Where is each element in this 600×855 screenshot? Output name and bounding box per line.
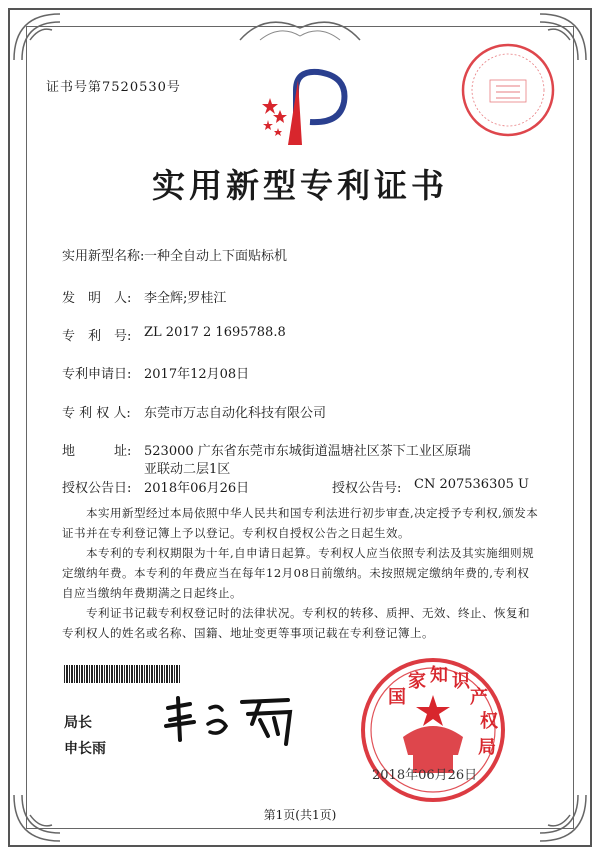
svg-text:权: 权	[480, 711, 498, 731]
director-title: 局长	[64, 715, 92, 731]
svg-text:国: 国	[388, 687, 406, 707]
svg-text:局: 局	[478, 737, 496, 757]
field-row-grant-date	[62, 477, 529, 496]
field-label: 专 利 权 人:	[62, 406, 131, 421]
svg-text:知: 知	[430, 665, 448, 685]
field-value: CN 207536305 U	[414, 477, 529, 492]
field-row-address	[62, 440, 471, 477]
field-value: 东莞市万志自动化科技有限公司	[144, 406, 327, 421]
handwritten-signature	[160, 690, 300, 750]
paragraph: 本专利的专利权期限为十年,自申请日起算。专利权人应当依照专利法及其实施细则规定缴纳年费。本专利的年费应当在每年12月08日前缴纳。未按照规定缴纳年费的,专利权自应当缴纳年费期满之日起终止。	[62, 546, 535, 600]
paragraph: 本实用新型经过本局依照中华人民共和国专利法进行初步审查,决定授予专利权,颁发本证书并在专利登记簿上予以登记。专利权自授权公告之日起生效。	[62, 506, 539, 540]
top-seal-stamp-icon	[458, 40, 558, 140]
field-row-patentee	[62, 402, 327, 421]
field-label: 授权公告日:	[62, 481, 132, 496]
field-value-line2: 亚联动二层1区	[144, 462, 231, 477]
svg-text:产: 产	[470, 687, 488, 707]
paragraph: 专利证书记载专利权登记时的法律状况。专利权的转移、质押、无效、终止、恢复和专利权人的姓名或名称、国籍、地址变更等事项记载在专利登记簿上。	[62, 606, 530, 640]
svg-text:家: 家	[408, 671, 426, 691]
field-value: 一种全自动上下面贴标机	[144, 249, 288, 264]
field-label: 授权公告号:	[332, 481, 402, 496]
director-name: 申长雨	[64, 741, 106, 757]
field-label: 发 明 人:	[62, 291, 132, 306]
page-title: 实用新型专利证书	[152, 166, 448, 205]
field-value: 2018年06月26日	[144, 481, 250, 496]
seal-date: 2018年06月26日	[372, 768, 478, 783]
field-row-name	[62, 245, 288, 264]
patent-office-logo-icon	[258, 60, 354, 150]
page-number: 第1页(共1页)	[263, 808, 337, 822]
field-value: 李全辉;罗桂江	[144, 291, 227, 306]
field-value: ZL 2017 2 1695788.8	[144, 325, 286, 340]
certificate-number: 证书号第7520530号	[46, 80, 181, 95]
body-text	[62, 503, 540, 643]
svg-text:识: 识	[452, 671, 470, 691]
field-label: 地 址:	[62, 444, 132, 459]
field-label: 实用新型名称:	[62, 249, 145, 264]
corner-ornament-icon	[10, 10, 66, 66]
field-row-patent-number	[62, 325, 286, 344]
barcode	[64, 665, 180, 683]
field-value: 2017年12月08日	[144, 367, 250, 382]
top-ornament-icon	[230, 10, 370, 46]
field-label: 专 利 号:	[62, 329, 132, 344]
field-row-application-date	[62, 363, 250, 382]
field-row-inventor	[62, 287, 227, 306]
field-value: 523000 广东省东莞市东城街道温塘社区茶下工业区原瑞	[144, 444, 471, 459]
field-label: 专利申请日:	[62, 367, 132, 382]
